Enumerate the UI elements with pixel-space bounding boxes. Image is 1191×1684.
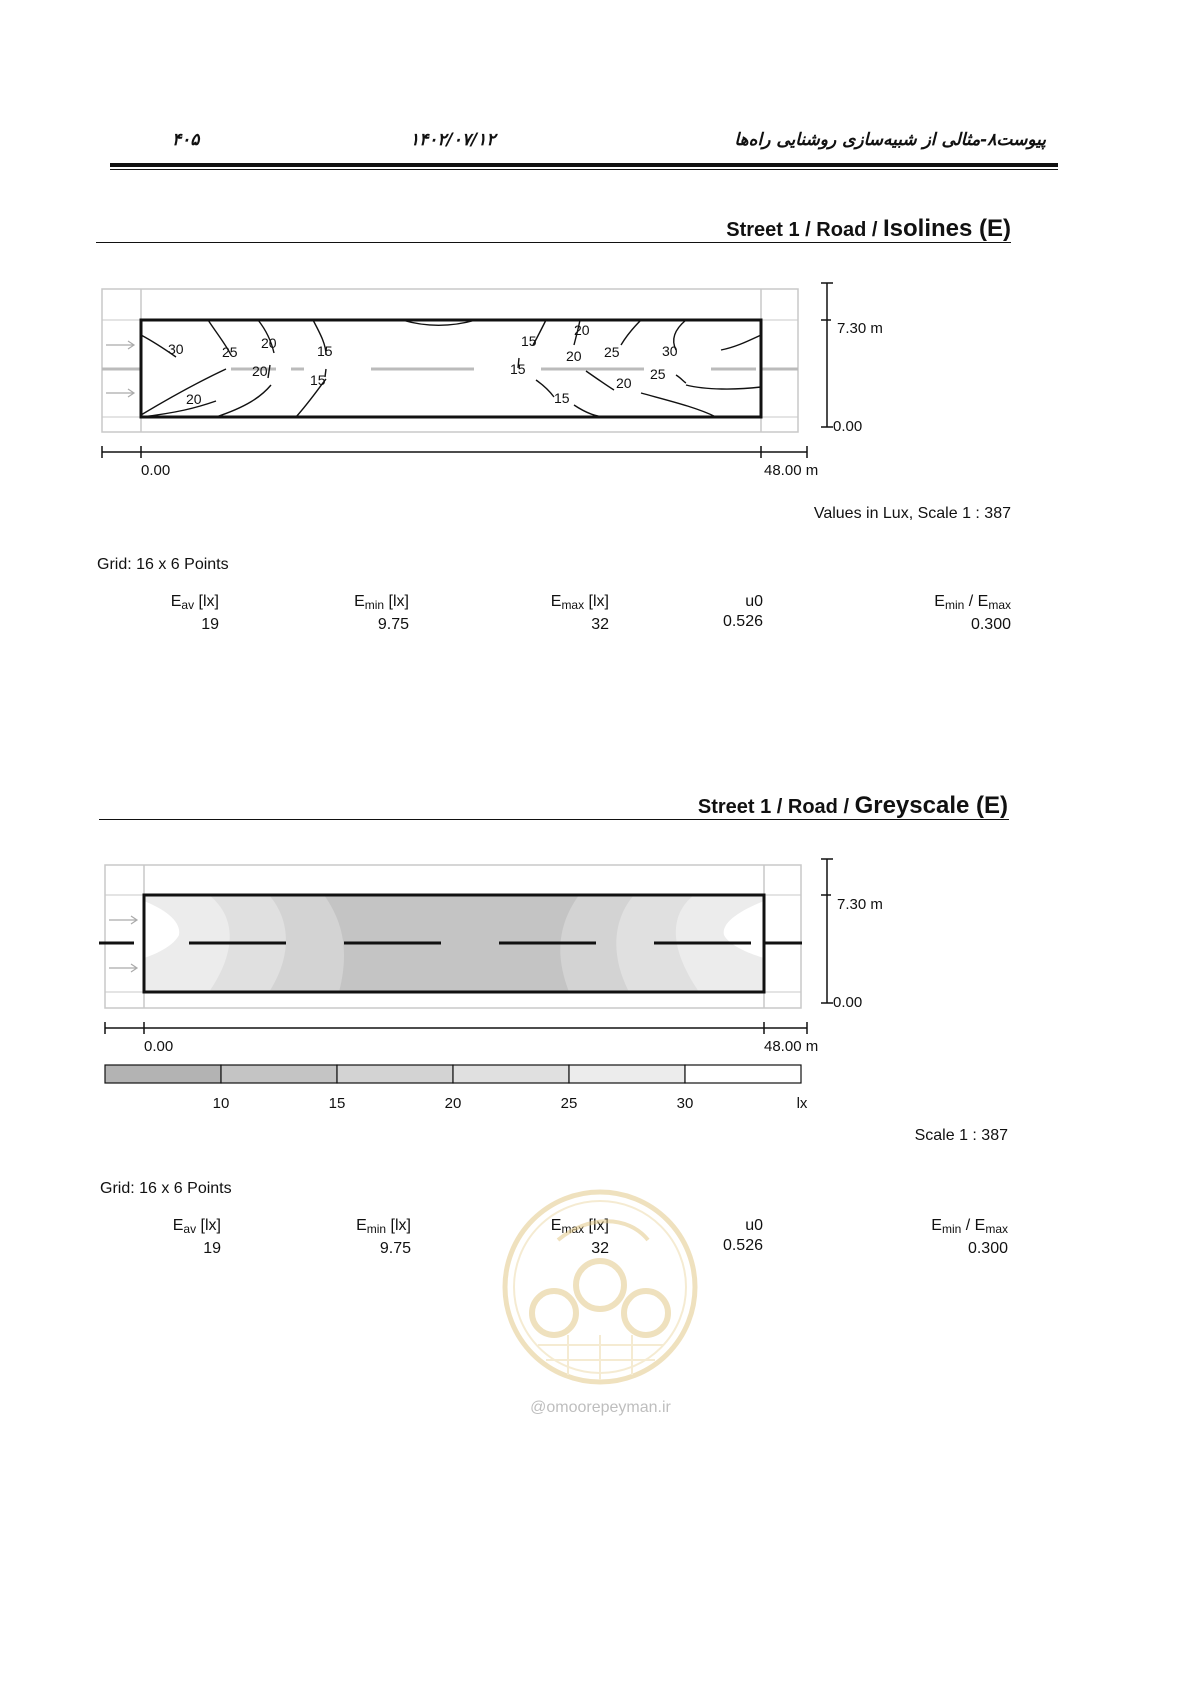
stat-u0-label: u0 (745, 593, 763, 610)
contour-line (536, 380, 554, 397)
watermark (498, 1185, 703, 1417)
greyscale-scale-note: Scale 1 : 387 (914, 1127, 1008, 1144)
legend-tick: 30 (676, 1095, 694, 1112)
horizontal-dimension (102, 446, 807, 458)
header-title: پیوست۸-مثالی از شبیه‌سازی روشنایی راه‌ها (734, 130, 1046, 150)
contour-label: 15 (310, 372, 326, 388)
stat-eav-value: 19 (203, 1240, 221, 1257)
stat-u0 (723, 1216, 763, 1256)
legend-ticks (213, 1095, 808, 1112)
dim-top-label: 7.30 m (837, 320, 883, 337)
outer-frame (102, 289, 798, 432)
watermark-text: @omoorepeyman.ir (530, 1399, 671, 1416)
greyscale-title-main: Greyscale (E) (854, 792, 1008, 819)
stat-emin-label: $E_{min}$ [lx] (354, 593, 409, 612)
legend-swatch (453, 1065, 569, 1083)
stat-eav (171, 592, 219, 635)
arrow-icon (106, 389, 134, 397)
x-end-label: 48.00 m (764, 1038, 819, 1055)
contour-line (216, 385, 271, 417)
contour-label: 25 (604, 344, 620, 360)
stat-eav (173, 1216, 221, 1259)
x-end-label: 48.00 m (764, 462, 819, 479)
isolines-grid-label: Grid: 16 x 6 Points (97, 556, 229, 573)
greyscale-grid-label: Grid: 16 x 6 Points (100, 1180, 232, 1197)
stat-ratio (934, 592, 1011, 635)
stat-ratio (931, 1216, 1008, 1259)
x-start-label: 0.00 (144, 1038, 174, 1055)
stat-eav-label: $E_{av}$ [lx] (172, 1217, 221, 1236)
contour-line (686, 385, 761, 389)
legend-tick: 15 (328, 1095, 346, 1112)
horizontal-dimension (105, 1022, 807, 1034)
x-start-label: 0.00 (141, 462, 171, 479)
stat-u0-value: 0.526 (722, 613, 763, 630)
isolines-title-rule (96, 242, 1011, 243)
contour-label: 30 (168, 341, 184, 357)
greyscale-legend (105, 1065, 801, 1083)
greyscale-title-rule (99, 819, 1009, 820)
contour-label: 25 (650, 366, 666, 382)
legend-tick: 25 (560, 1095, 578, 1112)
legend-swatch (337, 1065, 453, 1083)
contour-label: 15 (554, 390, 570, 406)
contour-label: 20 (186, 391, 202, 407)
header-rule-thin (110, 169, 1058, 170)
stat-emin (356, 1216, 411, 1259)
contour-labels (168, 322, 678, 407)
vertical-dimension (821, 859, 833, 1003)
contour-label: 20 (574, 322, 590, 338)
dim-top-label: 7.30 m (837, 896, 883, 913)
greyscale-title (698, 792, 1008, 820)
stat-ratio-label: $E_{min} / E_{max}$ (931, 1217, 1008, 1236)
stat-eav-label: $E_{av}$ [lx] (170, 593, 219, 612)
stat-emax-label: $E_{max}$ [lx] (550, 593, 609, 612)
isolines-title-prefix: Street 1 / Road / (726, 219, 883, 241)
isolines-title-main: Isolines (E) (882, 215, 1011, 242)
contour-label: 25 (222, 344, 238, 360)
legend-tick: 20 (444, 1095, 462, 1112)
stat-ratio-label: $E_{min} / E_{max}$ (934, 593, 1011, 612)
isolines-scale-note: Values in Lux, Scale 1 : 387 (813, 505, 1011, 522)
contour-label: 15 (317, 343, 333, 359)
stat-emax-value: 32 (591, 616, 609, 633)
contour-line (721, 335, 761, 350)
isolines-title (726, 215, 1011, 243)
watermark-logo (498, 1185, 703, 1390)
isolines-diagram (96, 275, 896, 485)
legend-swatch (221, 1065, 337, 1083)
contour-label: 20 (616, 375, 632, 391)
contour-label: 20 (252, 363, 268, 379)
vertical-dimension (821, 283, 833, 427)
header-rule-thick (110, 163, 1058, 167)
contour-label: 20 (261, 335, 277, 351)
greyscale-diagram (99, 853, 899, 1118)
stat-emax-value: 32 (591, 1240, 609, 1257)
stat-emin-label: $E_{min}$ [lx] (356, 1217, 411, 1236)
greyscale-title-prefix: Street 1 / Road / (697, 796, 855, 818)
stat-u0-label: u0 (745, 1217, 763, 1234)
header-date: ۱۴۰۲/۰۷/۱۲ (410, 130, 496, 150)
stat-emin (354, 592, 409, 635)
contour-line (586, 371, 614, 390)
page-number: ۴۰۵ (172, 130, 200, 150)
contour-line (621, 320, 641, 345)
contour-line (676, 375, 686, 383)
contour-line (641, 393, 716, 417)
stat-u0-value: 0.526 (722, 1237, 763, 1254)
legend-swatch (569, 1065, 685, 1083)
contour-line (574, 405, 606, 417)
stat-emin-value: 9.75 (379, 1240, 411, 1257)
contour-label: 15 (510, 361, 526, 377)
stat-ratio-value: 0.300 (970, 616, 1011, 633)
contour-line (141, 369, 226, 415)
contour-label: 20 (566, 348, 582, 364)
legend-swatch (105, 1065, 221, 1083)
contour-line (268, 365, 270, 378)
stat-emax-label: $E_{max}$ [lx] (550, 1217, 609, 1236)
contour-label: 30 (662, 343, 678, 359)
arrow-icon (106, 341, 134, 349)
dim-bottom-label: 0.00 (833, 994, 863, 1011)
stat-emin-value: 9.75 (377, 616, 409, 633)
legend-swatch (685, 1065, 801, 1083)
contour-label: 15 (521, 333, 537, 349)
stat-u0 (723, 592, 763, 632)
stat-ratio-value: 0.300 (967, 1240, 1008, 1257)
legend-tick: 10 (212, 1095, 230, 1112)
dim-bottom-label: 0.00 (833, 418, 863, 435)
stat-eav-value: 19 (201, 616, 219, 633)
legend-unit: lx (796, 1095, 808, 1112)
stat-emax (551, 592, 609, 635)
